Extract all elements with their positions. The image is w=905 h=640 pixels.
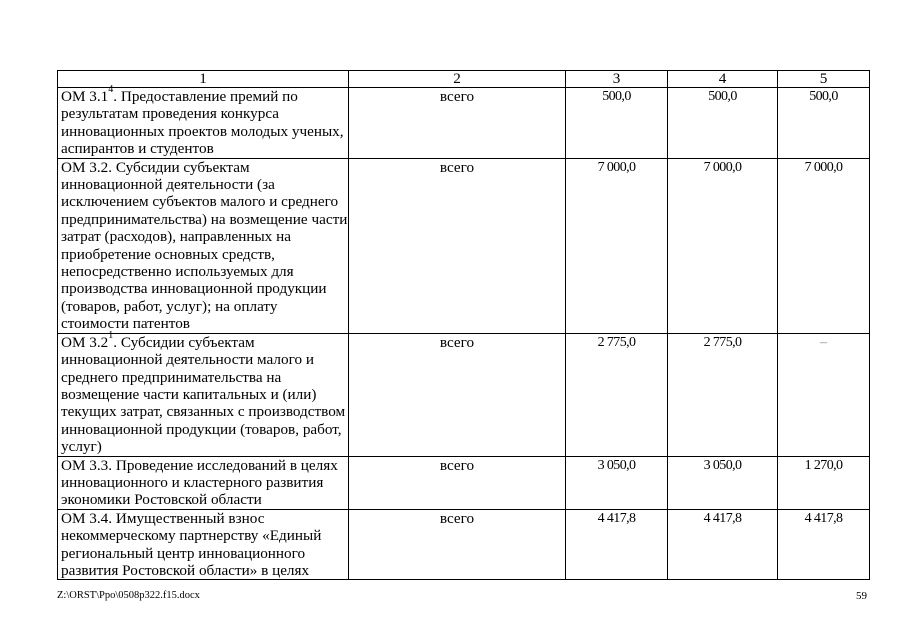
amount-cell-5: 4 417,8	[778, 509, 870, 580]
activity-code: ОМ 3.2	[61, 158, 109, 176]
table-row	[58, 333, 870, 456]
amount-cell-4: 500,0	[668, 88, 778, 159]
page-number: 59	[856, 590, 867, 602]
amount-cell-5: 7 000,0	[778, 158, 870, 333]
activity-line	[61, 84, 345, 105]
activity-line: результатам проведения конкурса	[61, 105, 279, 123]
activity-cell	[58, 84, 349, 159]
activity-code: ОМ 3.1	[61, 88, 109, 105]
activity-code: ОМ 3.2	[61, 333, 109, 351]
amount-cell-4: 4 417,8	[668, 509, 778, 580]
footer-file-path: Z:\ORST\Ppo\0508p322.f15.docx	[57, 590, 200, 601]
activity-line: приобретение основных средств,	[61, 245, 275, 263]
table-row	[58, 509, 870, 580]
table-row	[58, 158, 870, 333]
amount-cell-3: 500,0	[566, 88, 668, 159]
table-header	[58, 71, 870, 88]
activity-text: . Предоставление премий по	[113, 88, 298, 105]
activity-code: ОМ 3.3	[61, 456, 109, 474]
activity-line: исключением субъектов малого и среднего	[61, 193, 339, 211]
activity-line: некоммерческому партнерству «Единый	[61, 527, 322, 545]
header-cell-2: 2	[349, 71, 566, 88]
activity-line: развития Ростовской области» в целях	[61, 561, 310, 579]
header-cell-4: 4	[668, 71, 778, 88]
funding-type-cell: всего	[349, 456, 566, 509]
amount-cell-4: 3 050,0	[668, 456, 778, 509]
budget-table	[57, 70, 870, 580]
activity-line: инновационной продукции (товаров, работ,	[61, 420, 342, 438]
activity-cell	[58, 456, 349, 509]
activity-code: ОМ 3.4	[61, 509, 109, 527]
activity-line: стоимости патентов	[61, 315, 190, 333]
header-cell-5: 5	[778, 71, 870, 88]
amount-cell-4: 2 775,0	[668, 333, 778, 456]
activity-line: аспирантов и студентов	[61, 140, 214, 158]
activity-line: (товаров, работ, услуг); на оплату	[61, 297, 278, 315]
funding-type-cell: всего	[349, 88, 566, 159]
activity-line	[61, 510, 345, 527]
activity-line: текущих затрат, связанных с производством	[61, 403, 346, 421]
activity-line: экономики Ростовской области	[61, 491, 262, 509]
activity-line	[61, 159, 345, 176]
header-row	[58, 71, 870, 88]
activity-line: производства инновационной продукции	[61, 280, 327, 298]
activity-line: среднего предпринимательства на	[61, 368, 282, 386]
activity-line: непосредственно используемых для	[61, 263, 294, 281]
activity-text: . Субсидии субъектам	[113, 333, 255, 351]
amount-cell-3: 4 417,8	[566, 509, 668, 580]
activity-line: инновационной деятельности малого и	[61, 351, 314, 369]
amount-cell-5: 1 270,0	[778, 456, 870, 509]
activity-line: региональный центр инновационного	[61, 544, 306, 562]
header-cell-3: 3	[566, 71, 668, 88]
funding-type-cell: всего	[349, 509, 566, 580]
activity-line: услуг)	[61, 438, 102, 456]
activity-text: . Имущественный взнос	[108, 509, 265, 527]
activity-cell	[58, 329, 349, 456]
activity-line: инновационных проектов молодых ученых,	[61, 122, 344, 140]
activity-text: . Проведение исследований в целях	[108, 456, 338, 474]
activity-line: инновационной деятельности (за	[61, 176, 275, 194]
activity-text: . Субсидии субъектам	[108, 158, 250, 176]
footnote-ref: 4	[108, 84, 114, 95]
header-cell-1: 1	[58, 71, 349, 88]
amount-cell-3: 7 000,0	[566, 158, 668, 333]
activity-line: предпринимательства) на возмещение части	[61, 210, 348, 228]
table-body	[58, 84, 870, 580]
activity-line	[61, 457, 345, 474]
table-row	[58, 88, 870, 159]
amount-cell-4: 7 000,0	[668, 158, 778, 333]
amount-cell-5: –	[778, 333, 870, 456]
activity-line: затрат (расходов), направленных на	[61, 228, 291, 246]
amount-cell-3: 2 775,0	[566, 333, 668, 456]
activity-line	[61, 329, 345, 351]
activity-line: инновационного и кластерного развития	[61, 473, 324, 491]
amount-cell-3: 3 050,0	[566, 456, 668, 509]
funding-type-cell: всего	[349, 333, 566, 456]
activity-cell	[58, 158, 349, 333]
activity-line: возмещение части капитальных и (или)	[61, 385, 317, 403]
table-row	[58, 456, 870, 509]
amount-cell-5: 500,0	[778, 88, 870, 159]
funding-type-cell: всего	[349, 158, 566, 333]
footnote-ref: 1	[108, 329, 114, 341]
activity-cell	[58, 509, 349, 580]
